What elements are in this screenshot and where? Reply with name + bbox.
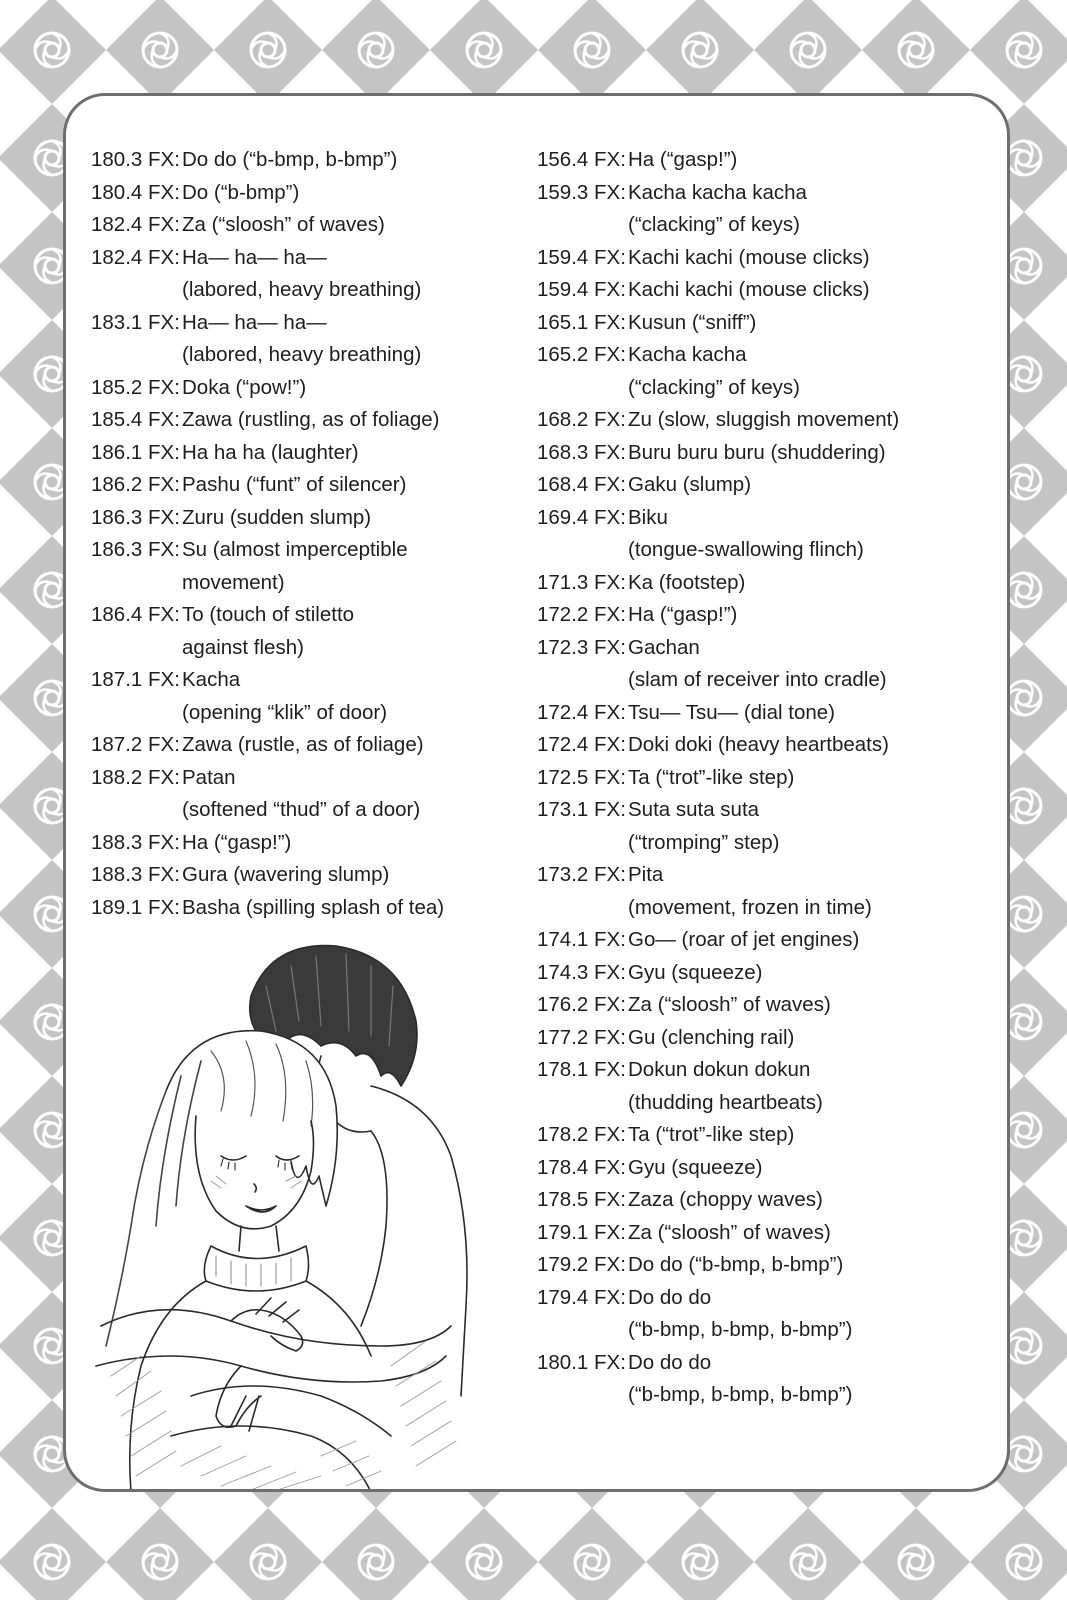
fx-description-line: Do (“b-bmp”) — [182, 180, 300, 204]
fx-label: FX: — [594, 603, 626, 626]
page-panel-ref: 177.2 — [537, 1025, 589, 1049]
page-panel-ref: 168.2 — [537, 408, 589, 431]
fx-description-line: (“clacking” of keys) — [628, 375, 801, 399]
page-panel-ref: 186.4 — [91, 603, 143, 626]
page-panel-ref: 189.1 — [91, 895, 143, 919]
page-panel-ref: 174.1 — [537, 928, 589, 951]
fx-description-line: (thudding heartbeats) — [628, 1090, 823, 1114]
fx-description — [628, 794, 997, 859]
fx-entry — [537, 567, 997, 600]
fx-description — [182, 404, 541, 437]
fx-description — [182, 534, 541, 599]
page-panel-ref: 159.4 — [537, 245, 589, 269]
fx-description — [628, 339, 997, 404]
fx-description — [628, 274, 997, 307]
fx-description-line: Gura (wavering slump) — [182, 863, 390, 886]
fx-description-line: Suta suta suta — [628, 798, 760, 821]
fx-entry — [91, 827, 541, 860]
fx-description — [182, 469, 541, 502]
fx-description — [628, 567, 997, 600]
fx-description-line: Ha— ha— ha— — [182, 245, 327, 269]
fx-label: FX: — [594, 473, 626, 496]
fx-description — [628, 404, 997, 437]
page-panel-ref: 159.3 — [537, 180, 589, 204]
fx-label: FX: — [594, 798, 626, 821]
page-panel-ref: 180.1 — [537, 1350, 589, 1374]
fx-description — [182, 729, 541, 762]
page-panel-ref: 165.1 — [537, 310, 589, 334]
fx-entry — [537, 404, 997, 437]
fx-description — [182, 437, 541, 470]
fx-description-line: Go— (roar of jet engines) — [628, 928, 860, 951]
page-panel-ref: 178.1 — [537, 1058, 589, 1081]
fx-description-line: Biku — [628, 505, 668, 529]
fx-description-line: Za (“sloosh” of waves) — [628, 993, 831, 1016]
fx-entry — [537, 242, 997, 275]
fx-label: FX: — [148, 310, 180, 334]
fx-description-line: Za (“sloosh” of waves) — [182, 213, 385, 236]
fx-description-line: Ha (“gasp!”) — [628, 603, 738, 626]
fx-entry — [537, 989, 997, 1022]
fx-description-line: Ha ha ha (laughter) — [182, 440, 359, 464]
fx-description-line: Gaku (slump) — [628, 473, 752, 496]
fx-description-line: To (touch of stiletto — [182, 603, 355, 626]
fx-description-line: Buru buru buru (shuddering) — [628, 440, 886, 464]
fx-label: FX: — [148, 213, 180, 236]
fx-description-line: Dokun dokun dokun — [628, 1058, 811, 1081]
fx-label: FX: — [148, 863, 180, 886]
fx-description-line: Do do do — [628, 1350, 712, 1374]
fx-label: FX: — [148, 765, 180, 789]
fx-description-line: Kacha kacha — [628, 343, 747, 366]
fx-label: FX: — [148, 733, 180, 756]
fx-label: FX: — [594, 700, 626, 724]
page-panel-ref: 174.3 — [537, 960, 589, 984]
fx-label: FX: — [594, 1188, 626, 1211]
fx-entry — [91, 177, 541, 210]
fx-description-line: (tongue-swallowing flinch) — [628, 538, 864, 561]
fx-description-line: (opening “klik” of door) — [182, 700, 388, 724]
fx-entry — [537, 1054, 997, 1119]
fx-label: FX: — [594, 733, 626, 756]
fx-label: FX: — [148, 473, 180, 496]
page-panel-ref: 187.2 — [91, 733, 143, 756]
fx-label: FX: — [594, 1350, 626, 1374]
fx-label: FX: — [594, 180, 626, 204]
page-panel-ref: 173.1 — [537, 798, 589, 821]
fx-entry — [91, 469, 541, 502]
fx-description-line: Zaza (choppy waves) — [628, 1188, 823, 1211]
fx-description — [628, 924, 997, 957]
fx-description — [182, 307, 541, 372]
fx-entry — [537, 1347, 997, 1412]
page-panel-ref: 183.1 — [91, 310, 143, 334]
fx-description-line: Kachi kachi (mouse clicks) — [628, 245, 870, 269]
fx-description-line: Patan — [182, 765, 236, 789]
fx-description — [628, 242, 997, 275]
fx-description-line: Basha (spilling splash of tea) — [182, 895, 445, 919]
fx-description-line: Zu (slow, sluggish movement) — [628, 408, 900, 431]
fx-description — [628, 1022, 997, 1055]
page-panel-ref: 179.4 — [537, 1285, 589, 1309]
page-panel-ref: 172.2 — [537, 603, 589, 626]
fx-entry — [537, 1184, 997, 1217]
page-panel-ref: 186.1 — [91, 440, 143, 464]
page-panel-ref: 187.1 — [91, 668, 143, 691]
fx-description-line: Kacha kacha kacha — [628, 180, 807, 204]
fx-description — [628, 469, 997, 502]
fx-description — [182, 892, 541, 925]
fx-description-line: Zawa (rustling, as of foliage) — [182, 408, 440, 431]
fx-label: FX: — [594, 1253, 626, 1276]
fx-description — [182, 209, 541, 242]
fx-description — [628, 502, 997, 567]
fx-entry — [91, 762, 541, 827]
fx-description-line: Tsu— Tsu— (dial tone) — [628, 700, 835, 724]
fx-description-line: (movement, frozen in time) — [628, 895, 872, 919]
fx-entry — [537, 339, 997, 404]
fx-entry — [537, 144, 997, 177]
fx-entry — [91, 242, 541, 307]
page-panel-ref: 165.2 — [537, 343, 589, 366]
fx-description-line: (“clacking” of keys) — [628, 213, 801, 236]
fx-description-line: Pashu (“funt” of silencer) — [182, 473, 407, 496]
fx-label: FX: — [148, 180, 180, 204]
fx-description — [628, 1119, 997, 1152]
fx-entry — [537, 469, 997, 502]
fx-description-line: (“b-bmp, b-bmp, b-bmp”) — [628, 1383, 853, 1406]
fx-description-line: Ta (“trot”-like step) — [628, 1123, 795, 1146]
fx-entry — [537, 697, 997, 730]
fx-description-line: (labored, heavy breathing) — [182, 278, 422, 301]
fx-description-line: Doka (“pow!”) — [182, 375, 307, 399]
fx-description — [628, 1282, 997, 1347]
fx-label: FX: — [148, 148, 180, 171]
fx-entry — [91, 209, 541, 242]
fx-description-line: Do do do — [628, 1285, 712, 1309]
fx-label: FX: — [594, 343, 626, 366]
page-panel-ref: 185.4 — [91, 408, 143, 431]
fx-entry — [537, 1282, 997, 1347]
fx-label: FX: — [594, 1058, 626, 1081]
fx-description-line: (labored, heavy breathing) — [182, 343, 422, 366]
fx-label: FX: — [148, 603, 180, 626]
fx-label: FX: — [148, 408, 180, 431]
fx-description-line: Zuru (sudden slump) — [182, 505, 372, 529]
fx-description — [628, 859, 997, 924]
fx-description — [182, 502, 541, 535]
fx-label: FX: — [594, 960, 626, 984]
fx-description — [628, 1054, 997, 1119]
fx-label: FX: — [594, 635, 626, 659]
fx-description — [182, 664, 541, 729]
fx-label: FX: — [594, 1123, 626, 1146]
page-panel-ref: 178.2 — [537, 1123, 589, 1146]
fx-entry — [91, 729, 541, 762]
fx-description-line: Doki doki (heavy heartbeats) — [628, 733, 889, 756]
fx-entry — [537, 437, 997, 470]
fx-description — [628, 1184, 997, 1217]
fx-description-line: Gachan — [628, 635, 700, 659]
fx-description — [182, 762, 541, 827]
fx-entry — [91, 437, 541, 470]
fx-description — [182, 859, 541, 892]
fx-description-line: against flesh) — [182, 635, 304, 659]
fx-description-line: Za (“sloosh” of waves) — [628, 1220, 831, 1244]
fx-label: FX: — [594, 1155, 626, 1179]
fx-description — [628, 697, 997, 730]
fx-label: FX: — [594, 765, 626, 789]
fx-entry — [537, 794, 997, 859]
fx-description — [182, 827, 541, 860]
page-panel-ref: 178.5 — [537, 1188, 589, 1211]
fx-description — [628, 1152, 997, 1185]
page-panel-ref: 171.3 — [537, 570, 589, 594]
fx-description — [628, 437, 997, 470]
fx-description-line: Pita — [628, 863, 664, 886]
fx-description-line: Ha (“gasp!”) — [628, 148, 738, 171]
page-panel-ref: 172.5 — [537, 765, 589, 789]
fx-entry — [537, 924, 997, 957]
fx-entry — [537, 957, 997, 990]
fx-entry — [537, 729, 997, 762]
fx-description-line: (slam of receiver into cradle) — [628, 668, 887, 691]
fx-entry — [537, 1217, 997, 1250]
fx-description-line: Gyu (squeeze) — [628, 1155, 763, 1179]
fx-entry — [91, 404, 541, 437]
fx-description-line: Gu (clenching rail) — [628, 1025, 795, 1049]
fx-label: FX: — [594, 1220, 626, 1244]
fx-description — [628, 1347, 997, 1412]
page-panel-ref: 173.2 — [537, 863, 589, 886]
glossary-right-column — [537, 144, 997, 1412]
fx-label: FX: — [148, 245, 180, 269]
fx-label: FX: — [148, 830, 180, 854]
page-panel-ref: 188.3 — [91, 863, 143, 886]
fx-label: FX: — [148, 505, 180, 529]
fx-description-line: Ta (“trot”-like step) — [628, 765, 795, 789]
page-panel-ref: 180.4 — [91, 180, 143, 204]
fx-description — [628, 177, 997, 242]
fx-label: FX: — [594, 148, 626, 171]
page-panel-ref: 188.3 — [91, 830, 143, 854]
page-panel-ref: 176.2 — [537, 993, 589, 1016]
fx-entry — [537, 1152, 997, 1185]
fx-entry — [537, 1249, 997, 1282]
fx-label: FX: — [594, 570, 626, 594]
fx-label: FX: — [594, 278, 626, 301]
page-panel-ref: 159.4 — [537, 278, 589, 301]
fx-description-line: Kacha — [182, 668, 241, 691]
fx-description — [182, 372, 541, 405]
fx-entry — [91, 599, 541, 664]
fx-label: FX: — [594, 310, 626, 334]
fx-label: FX: — [148, 440, 180, 464]
embracing-couple-illustration — [71, 926, 491, 1492]
fx-description-line: Kusun (“sniff”) — [628, 310, 757, 334]
fx-description-line: (“tromping” step) — [628, 830, 780, 854]
fx-label: FX: — [594, 245, 626, 269]
page-panel-ref: 156.4 — [537, 148, 589, 171]
fx-description — [628, 729, 997, 762]
fx-entry — [537, 859, 997, 924]
fx-label: FX: — [594, 440, 626, 464]
page-panel-ref: 186.3 — [91, 538, 143, 561]
fx-entry — [537, 274, 997, 307]
fx-description-line: (“b-bmp, b-bmp, b-bmp”) — [628, 1318, 853, 1341]
fx-description-line: Zawa (rustle, as of foliage) — [182, 733, 424, 756]
page-panel-ref: 180.3 — [91, 148, 143, 171]
fx-entry — [91, 859, 541, 892]
fx-description-line: Ka (footstep) — [628, 570, 746, 594]
page-panel-ref: 182.4 — [91, 213, 143, 236]
fx-description-line: Su (almost imperceptible — [182, 538, 408, 561]
page-panel-ref: 172.4 — [537, 733, 589, 756]
fx-label: FX: — [594, 505, 626, 529]
fx-entry — [91, 534, 541, 599]
fx-description-line: (softened “thud” of a door) — [182, 798, 421, 821]
page-panel-ref: 169.4 — [537, 505, 589, 529]
fx-entry — [537, 1119, 997, 1152]
fx-description — [628, 144, 997, 177]
fx-label: FX: — [148, 668, 180, 691]
page-panel-ref: 182.4 — [91, 245, 143, 269]
fx-entry — [537, 1022, 997, 1055]
fx-description — [182, 599, 541, 664]
fx-description-line: Gyu (squeeze) — [628, 960, 763, 984]
fx-description — [628, 1249, 997, 1282]
page-panel-ref: 179.1 — [537, 1220, 589, 1244]
fx-description — [182, 144, 541, 177]
page-panel-ref: 172.4 — [537, 700, 589, 724]
fx-entry — [537, 502, 997, 567]
fx-description-line: Ha— ha— ha— — [182, 310, 327, 334]
fx-label: FX: — [148, 538, 180, 561]
fx-description-line: Ha (“gasp!”) — [182, 830, 292, 854]
fx-label: FX: — [594, 993, 626, 1016]
fx-entry — [537, 632, 997, 697]
fx-description — [628, 989, 997, 1022]
glossary-panel — [63, 93, 1010, 1492]
page-panel-ref: 186.2 — [91, 473, 143, 496]
fx-entry — [91, 144, 541, 177]
fx-entry — [91, 502, 541, 535]
fx-entry — [537, 599, 997, 632]
page-panel-ref: 168.4 — [537, 473, 589, 496]
fx-label: FX: — [594, 1025, 626, 1049]
page-panel-ref: 179.2 — [537, 1253, 589, 1276]
fx-description — [628, 957, 997, 990]
fx-entry — [91, 307, 541, 372]
fx-label: FX: — [594, 1285, 626, 1309]
fx-description — [628, 632, 997, 697]
fx-description — [628, 599, 997, 632]
fx-label: FX: — [148, 375, 180, 399]
fx-label: FX: — [594, 863, 626, 886]
fx-description — [628, 307, 997, 340]
page-panel-ref: 186.3 — [91, 505, 143, 529]
fx-entry — [537, 177, 997, 242]
glossary-left-column — [91, 144, 541, 924]
fx-description — [628, 1217, 997, 1250]
fx-description-line: Do do (“b-bmp, b-bmp”) — [182, 148, 398, 171]
fx-entry — [91, 664, 541, 729]
fx-entry — [537, 307, 997, 340]
fx-description — [182, 242, 541, 307]
fx-description-line: movement) — [182, 570, 285, 594]
fx-entry — [537, 762, 997, 795]
fx-description — [628, 762, 997, 795]
page-panel-ref: 172.3 — [537, 635, 589, 659]
page-panel-ref: 185.2 — [91, 375, 143, 399]
fx-label: FX: — [594, 408, 626, 431]
fx-description-line: Do do (“b-bmp, b-bmp”) — [628, 1253, 844, 1276]
page-panel-ref: 178.4 — [537, 1155, 589, 1179]
fx-entry — [91, 892, 541, 925]
fx-label: FX: — [594, 928, 626, 951]
fx-description — [182, 177, 541, 210]
fx-description-line: Kachi kachi (mouse clicks) — [628, 278, 870, 301]
fx-label: FX: — [148, 895, 180, 919]
fx-entry — [91, 372, 541, 405]
page-panel-ref: 188.2 — [91, 765, 143, 789]
page-panel-ref: 168.3 — [537, 440, 589, 464]
